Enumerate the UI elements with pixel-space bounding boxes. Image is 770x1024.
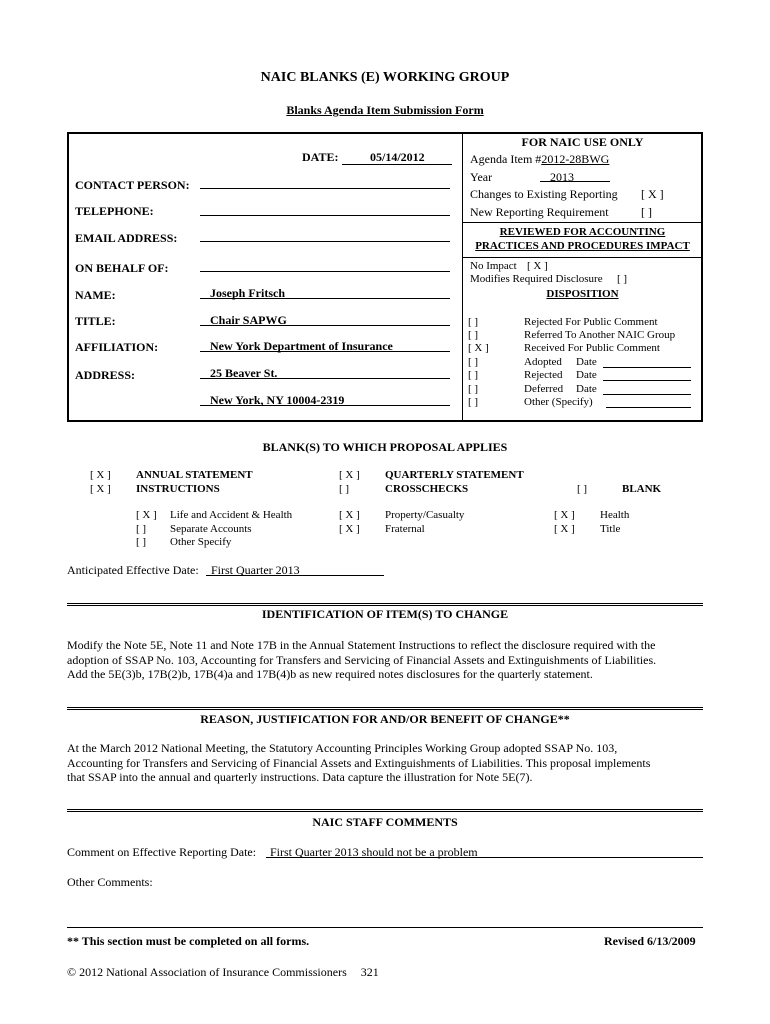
year-label: Year	[470, 170, 493, 184]
address-line2: New York, NY 10004-2319	[210, 393, 345, 407]
staff-comments-heading: NAIC STAFF COMMENTS	[312, 815, 458, 829]
no-impact-checkbox[interactable]: [ X ]	[527, 260, 548, 272]
telephone-field[interactable]	[200, 203, 450, 216]
quarterly-label: QUARTERLY STATEMENT	[385, 469, 524, 481]
separate-checkbox[interactable]: [ ]	[136, 523, 147, 535]
form-title: NAIC BLANKS (E) WORKING GROUP	[260, 70, 510, 85]
on-behalf-label: ON BEHALF OF:	[75, 261, 169, 275]
life-label: Life and Accident & Health	[170, 509, 293, 521]
health-label: Health	[600, 509, 630, 521]
annual-checkbox[interactable]: [ X ]	[90, 469, 111, 481]
email-field[interactable]	[200, 229, 450, 242]
completion-note: ** This section must be completed on all forms.	[67, 934, 310, 948]
new-requirement-checkbox[interactable]: [ ]	[641, 205, 652, 219]
annual-label: ANNUAL STATEMENT	[136, 469, 253, 481]
address-label: ADDRESS:	[75, 368, 136, 382]
identification-line: Add the 5E(3)b, 17B(2)b, 17B(4)a and 17B(4)b as new required notes disclosures for the quarterly statement.	[67, 667, 593, 681]
affiliation-value: New York Department of Insurance	[210, 339, 393, 353]
title-label: TITLE:	[75, 314, 116, 328]
page-number: 321	[360, 965, 379, 979]
disposition-row[interactable]: [ X ] Received For Public Comment	[468, 342, 660, 354]
instructions-label: INSTRUCTIONS	[136, 483, 220, 495]
identification-heading: IDENTIFICATION OF ITEM(S) TO CHANGE	[261, 607, 509, 621]
new-requirement-label: New Reporting Requirement	[470, 205, 609, 219]
no-impact-label: No Impact	[470, 260, 517, 272]
name-label: NAME:	[75, 288, 116, 302]
disposition-row[interactable]: [ ] Other (Specify)	[468, 396, 593, 408]
disposition-row[interactable]: [ ] Referred To Another NAIC Group	[468, 329, 676, 341]
blank-label: BLANK	[622, 483, 662, 495]
reviewed-heading-2: PRACTICES AND PROCEDURES IMPACT	[475, 240, 690, 252]
property-label: Property/Casualty	[385, 509, 465, 521]
form-subtitle: Blanks Agenda Item Submission Form	[286, 103, 484, 117]
reason-line: At the March 2012 National Meeting, the Statutory Accounting Principles Working Group adopted SSAP No. 103,	[67, 741, 618, 755]
blanks-heading: BLANK(S) TO WHICH PROPOSAL APPLIES	[262, 440, 508, 454]
affiliation-label: AFFILIATION:	[75, 340, 159, 354]
life-checkbox[interactable]: [ X ]	[136, 509, 157, 521]
copyright-line: © 2012 National Association of Insurance Commissioners 321	[67, 965, 379, 979]
reason-heading: REASON, JUSTIFICATION FOR AND/OR BENEFIT OF CHANGE**	[200, 712, 570, 726]
crosschecks-label: CROSSCHECKS	[385, 483, 469, 495]
other-specify-checkbox[interactable]: [ ]	[136, 536, 147, 548]
fraternal-label: Fraternal	[385, 523, 425, 535]
agenda-item-value: 2012-28BWG	[541, 152, 610, 166]
contact-person-field[interactable]	[200, 176, 450, 189]
blank-checkbox[interactable]: [ ]	[577, 483, 588, 495]
contact-person-label: CONTACT PERSON:	[75, 178, 190, 192]
effective-comment-label: Comment on Effective Reporting Date:	[67, 845, 257, 859]
changes-existing-checkbox[interactable]: [ X ]	[641, 187, 664, 201]
crosschecks-checkbox[interactable]: [ ]	[339, 483, 350, 495]
disposition-row[interactable]: [ ] Deferred Date	[468, 383, 597, 395]
title-blank-label: Title	[600, 523, 621, 535]
date-value: 05/14/2012	[370, 150, 425, 164]
reason-line: Accounting for Transfers and Servicing of Financial Assets and Extinguishments of Liabilities. This proposal implements	[67, 756, 651, 770]
quarterly-checkbox[interactable]: [ X ]	[339, 469, 360, 481]
telephone-label: TELEPHONE:	[75, 204, 154, 218]
reviewed-heading-1: REVIEWED FOR ACCOUNTING	[499, 226, 666, 238]
date-label: DATE:	[302, 150, 339, 164]
identification-line: adoption of SSAP No. 103, Accounting for Transfers and Servicing of Financial Assets and Extinguishments of Liabilities.	[67, 653, 657, 667]
title-value: Chair SAPWG	[210, 313, 287, 327]
naic-use-heading: FOR NAIC USE ONLY	[521, 135, 644, 149]
other-specify-label: Other Specify	[170, 536, 232, 548]
on-behalf-field[interactable]	[200, 259, 450, 272]
property-checkbox[interactable]: [ X ]	[339, 509, 360, 521]
disposition-row[interactable]: [ ] Rejected Date	[468, 369, 597, 381]
modifies-disclosure-label: Modifies Required Disclosure	[470, 273, 603, 285]
name-value: Joseph Fritsch	[210, 286, 285, 300]
instructions-checkbox[interactable]: [ X ]	[90, 483, 111, 495]
health-checkbox[interactable]: [ X ]	[554, 509, 575, 521]
effective-date-value: First Quarter 2013	[211, 563, 300, 577]
title-blank-checkbox[interactable]: [ X ]	[554, 523, 575, 535]
revised-date: Revised 6/13/2009	[604, 934, 696, 948]
fraternal-checkbox[interactable]: [ X ]	[339, 523, 360, 535]
identification-line: Modify the Note 5E, Note 11 and Note 17B in the Annual Statement Instructions to reflect the disclosure required with the	[67, 638, 656, 652]
disposition-row[interactable]: [ ] Rejected For Public Comment	[468, 316, 658, 328]
agenda-item-row: Agenda Item #2012-28BWG	[470, 152, 610, 166]
separate-label: Separate Accounts	[170, 523, 252, 535]
email-label: EMAIL ADDRESS:	[75, 231, 178, 245]
modifies-disclosure-checkbox[interactable]: [ ]	[617, 273, 628, 285]
effective-date-label: Anticipated Effective Date:	[67, 563, 199, 577]
reason-line: that SSAP into the annual and quarterly instructions. Data capture the illustration for Note 5E(7).	[67, 770, 533, 784]
disposition-heading: DISPOSITION	[546, 288, 619, 300]
effective-comment-value: First Quarter 2013 should not be a problem	[270, 845, 478, 859]
address-line1: 25 Beaver St.	[210, 366, 278, 380]
year-value: 2013	[550, 170, 574, 184]
other-comments-label: Other Comments:	[67, 875, 153, 889]
disposition-row[interactable]: [ ] Adopted Date	[468, 356, 597, 368]
changes-existing-label: Changes to Existing Reporting	[470, 187, 618, 201]
